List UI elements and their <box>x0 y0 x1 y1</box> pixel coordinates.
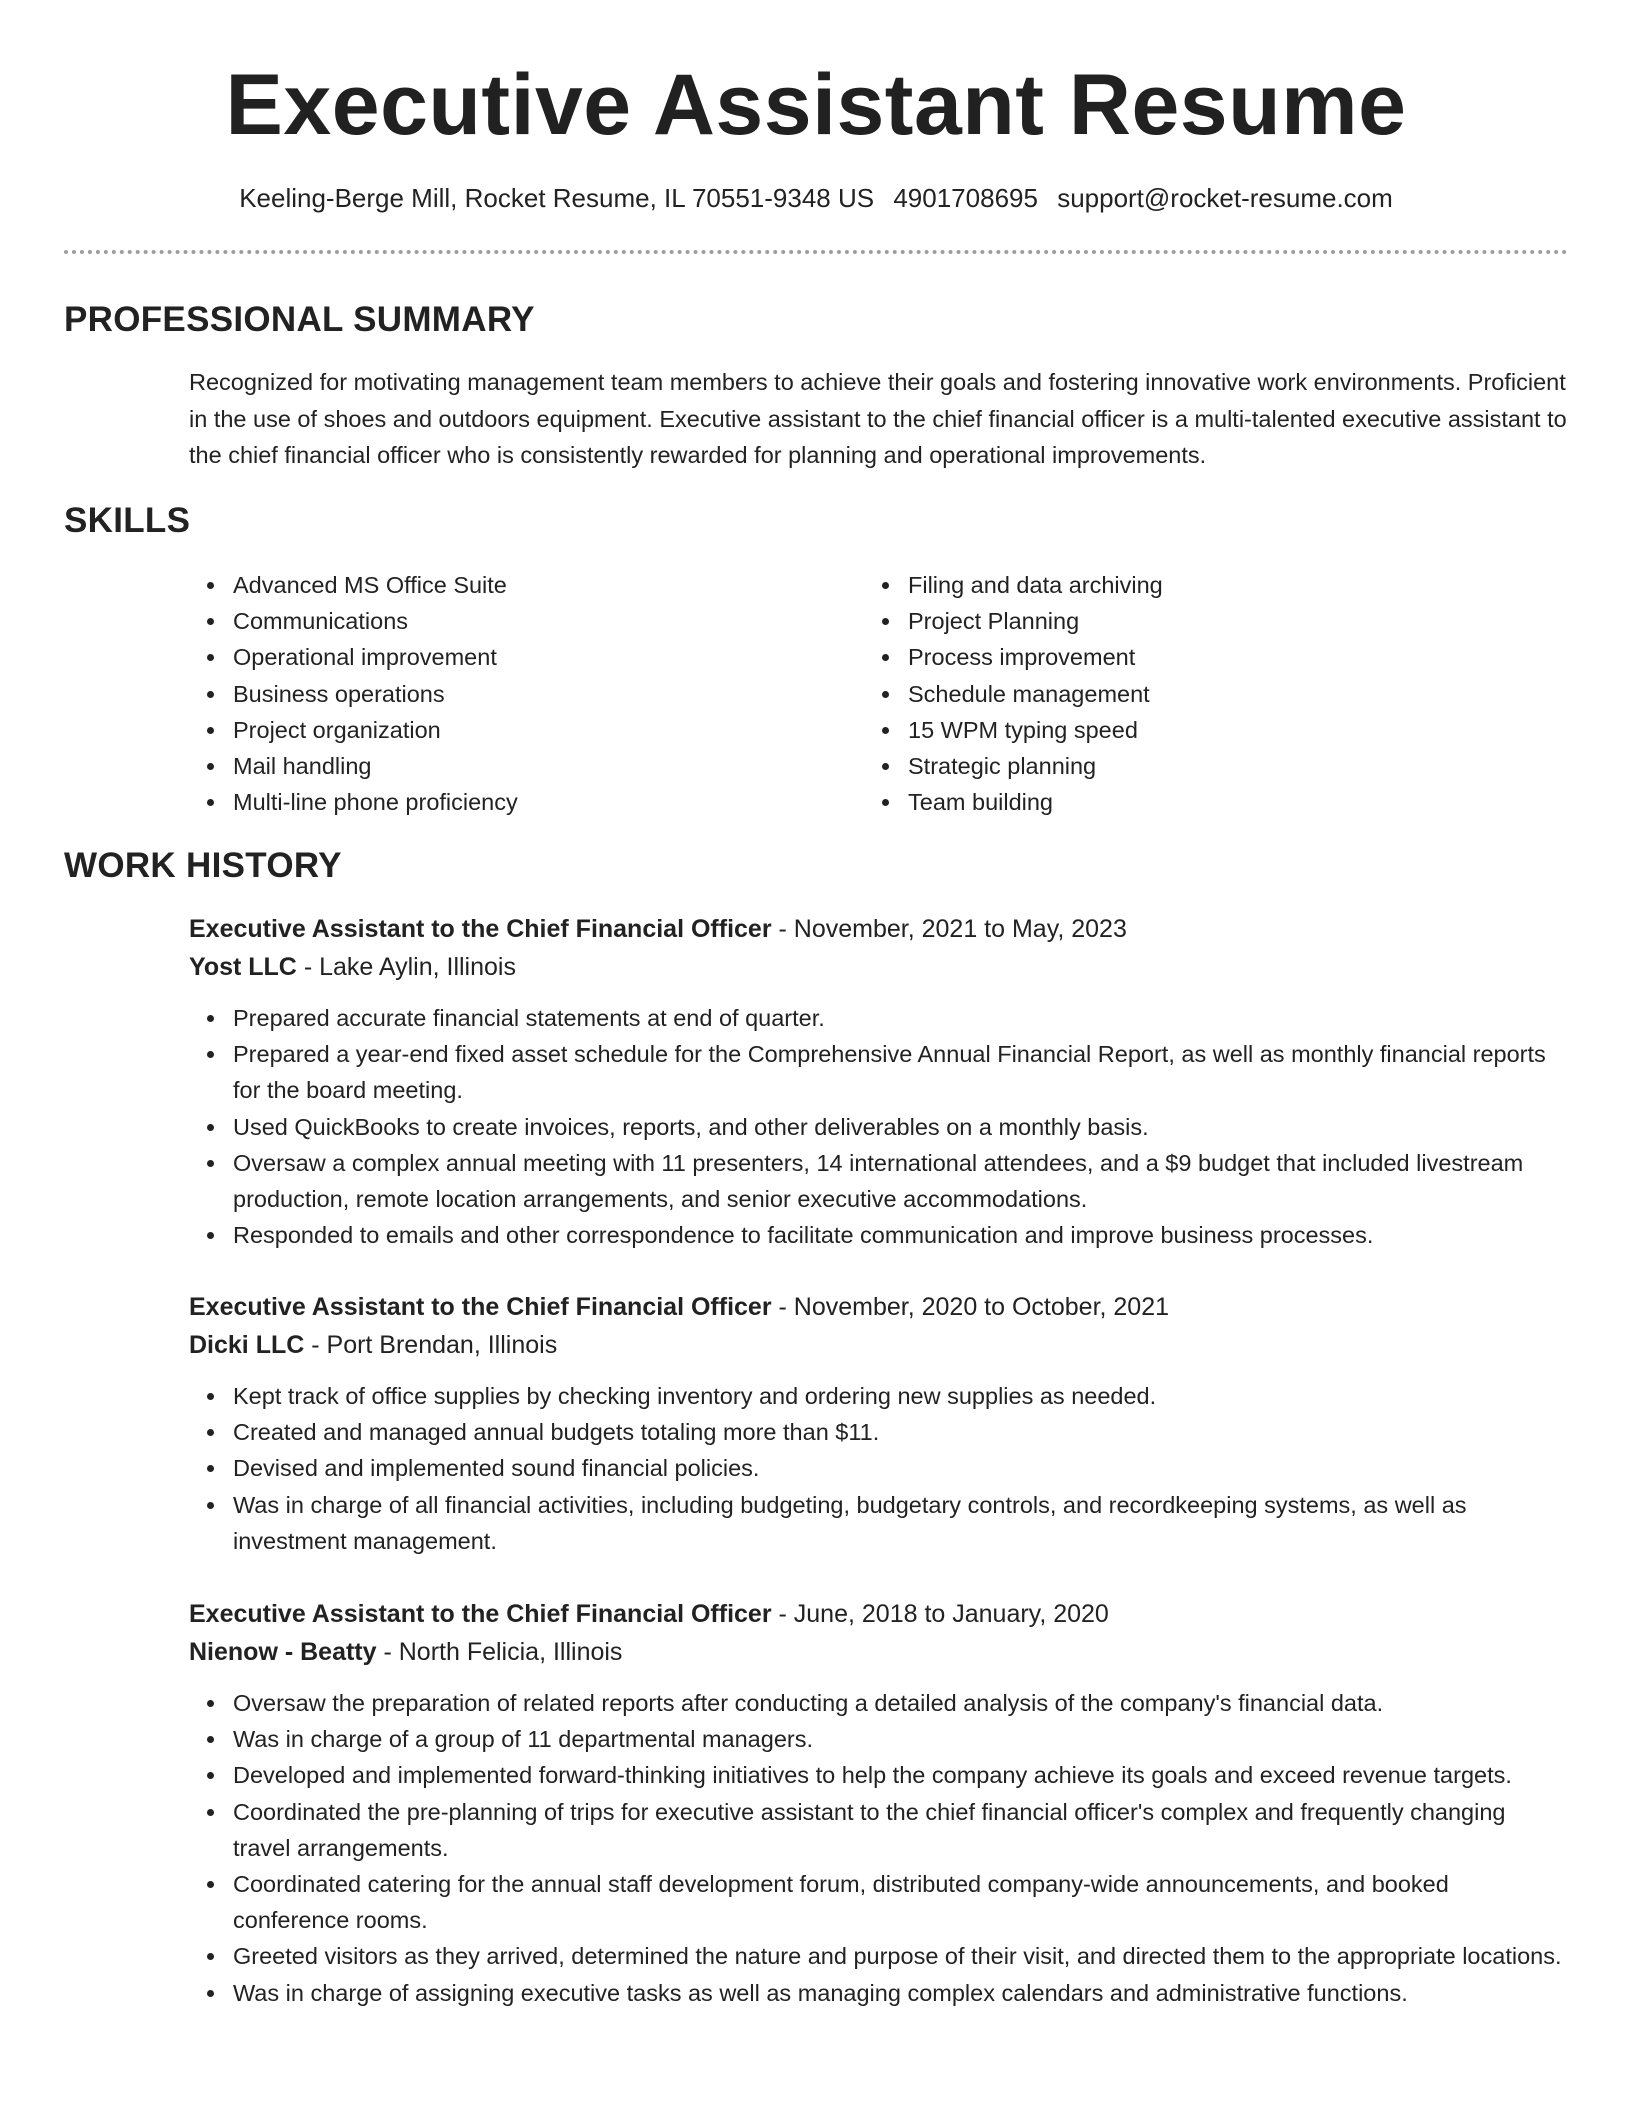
job-title-line <box>189 1288 1569 1326</box>
job-dates: - November, 2021 to May, 2023 <box>771 915 1127 943</box>
job-location: - Port Brendan, Illinois <box>304 1331 558 1359</box>
job-duties-list <box>189 1000 1569 1253</box>
skill-item: Schedule management <box>864 676 1504 712</box>
contact-email: support@rocket-resume.com <box>1057 183 1393 213</box>
resume-title: Executive Assistant Resume <box>225 57 1407 153</box>
skill-item: Process improvement <box>864 639 1504 675</box>
skill-item: Business operations <box>189 676 829 712</box>
skills-list-right <box>864 567 1504 820</box>
summary-text: Recognized for motivating management team members to achieve their goals and fostering innovative work environments. Proficient in the use of shoes and outdoors equipment. Executive assistant to the chief financial officer is a multi-talented executive assistant to the chief financial officer who is consistently rewarded for planning and operational improvements. <box>189 369 1567 468</box>
job-duties-list <box>189 1378 1569 1559</box>
job-dates: - June, 2018 to January, 2020 <box>771 1600 1109 1628</box>
job-company-line <box>189 948 1569 986</box>
job-duty: Responded to emails and other correspondence to facilitate communication and improve business processes. <box>189 1217 1569 1253</box>
skill-item: Project Planning <box>864 603 1504 639</box>
skill-item: Filing and data archiving <box>864 567 1504 603</box>
job-duty: Oversaw the preparation of related reports after conducting a detailed analysis of the company's financial data. <box>189 1685 1569 1721</box>
job-location: - North Felicia, Illinois <box>376 1638 623 1666</box>
job-duty: Was in charge of a group of 11 departmental managers. <box>189 1721 1569 1757</box>
skill-item: Operational improvement <box>189 639 829 675</box>
summary-heading: PROFESSIONAL SUMMARY <box>64 300 535 339</box>
skill-item: Strategic planning <box>864 748 1504 784</box>
job-title: Executive Assistant to the Chief Financial Officer <box>189 1293 772 1321</box>
job-dates: - November, 2020 to October, 2021 <box>771 1293 1170 1321</box>
job-title-line <box>189 910 1569 948</box>
job-duty: Prepared accurate financial statements at end of quarter. <box>189 1000 1569 1036</box>
job-duty: Was in charge of all financial activities, including budgeting, budgetary controls, and recordkeeping systems, as well as investment management. <box>189 1487 1569 1559</box>
contact-phone: 4901708695 <box>893 183 1038 213</box>
skill-item: Project organization <box>189 712 829 748</box>
skill-item: Communications <box>189 603 829 639</box>
skills-list-left <box>189 567 829 820</box>
contact-address: Keeling-Berge Mill, Rocket Resume, IL 70551-9348 US <box>239 183 875 213</box>
job-duty: Was in charge of assigning executive tasks as well as managing complex calendars and administrative functions. <box>189 1975 1569 2011</box>
job-company: Dicki LLC <box>189 1331 305 1359</box>
skill-item: 15 WPM typing speed <box>864 712 1504 748</box>
job-company-line <box>189 1326 1569 1364</box>
skill-item: Advanced MS Office Suite <box>189 567 829 603</box>
job-duty: Created and managed annual budgets totaling more than $11. <box>189 1414 1569 1450</box>
job-duty: Coordinated catering for the annual staff development forum, distributed company-wide announcements, and booked conference rooms. <box>189 1866 1569 1938</box>
job-duty: Used QuickBooks to create invoices, reports, and other deliverables on a monthly basis. <box>189 1109 1569 1145</box>
skills-column-right <box>864 567 1504 820</box>
header-divider <box>64 250 1568 254</box>
job-duty: Kept track of office supplies by checking inventory and ordering new supplies as needed. <box>189 1378 1569 1414</box>
job-duty: Devised and implemented sound financial policies. <box>189 1450 1569 1486</box>
job-entry-3 <box>189 1595 1569 2011</box>
skill-item: Multi-line phone proficiency <box>189 784 829 820</box>
job-company: Yost LLC <box>189 953 297 981</box>
job-duty: Prepared a year-end fixed asset schedule for the Comprehensive Annual Financial Report, as well as monthly financial reports for the board meeting. <box>189 1036 1569 1108</box>
work-history-heading: WORK HISTORY <box>64 846 342 885</box>
job-entry-2 <box>189 1288 1569 1559</box>
job-duty: Greeted visitors as they arrived, determined the nature and purpose of their visit, and directed them to the appropriate locations. <box>189 1938 1569 1974</box>
skill-item: Team building <box>864 784 1504 820</box>
job-title-line <box>189 1595 1569 1633</box>
job-company: Nienow - Beatty <box>189 1638 377 1666</box>
skills-column-left <box>189 567 829 820</box>
job-title: Executive Assistant to the Chief Financial Officer <box>189 915 772 943</box>
job-duty: Coordinated the pre-planning of trips for executive assistant to the chief financial officer's complex and frequently changing travel arrangements. <box>189 1794 1569 1866</box>
skill-item: Mail handling <box>189 748 829 784</box>
job-title: Executive Assistant to the Chief Financial Officer <box>189 1600 772 1628</box>
job-location: - Lake Aylin, Illinois <box>296 953 516 981</box>
job-duty: Oversaw a complex annual meeting with 11 presenters, 14 international attendees, and a $9 budget that included livestream production, remote location arrangements, and senior executive accommodations. <box>189 1145 1569 1217</box>
skills-heading: SKILLS <box>64 501 191 540</box>
job-duties-list <box>189 1685 1569 2011</box>
job-duty: Developed and implemented forward-thinking initiatives to help the company achieve its goals and exceed revenue targets. <box>189 1757 1569 1793</box>
job-company-line <box>189 1633 1569 1671</box>
job-entry-1 <box>189 910 1569 1253</box>
contact-line <box>0 180 1632 216</box>
